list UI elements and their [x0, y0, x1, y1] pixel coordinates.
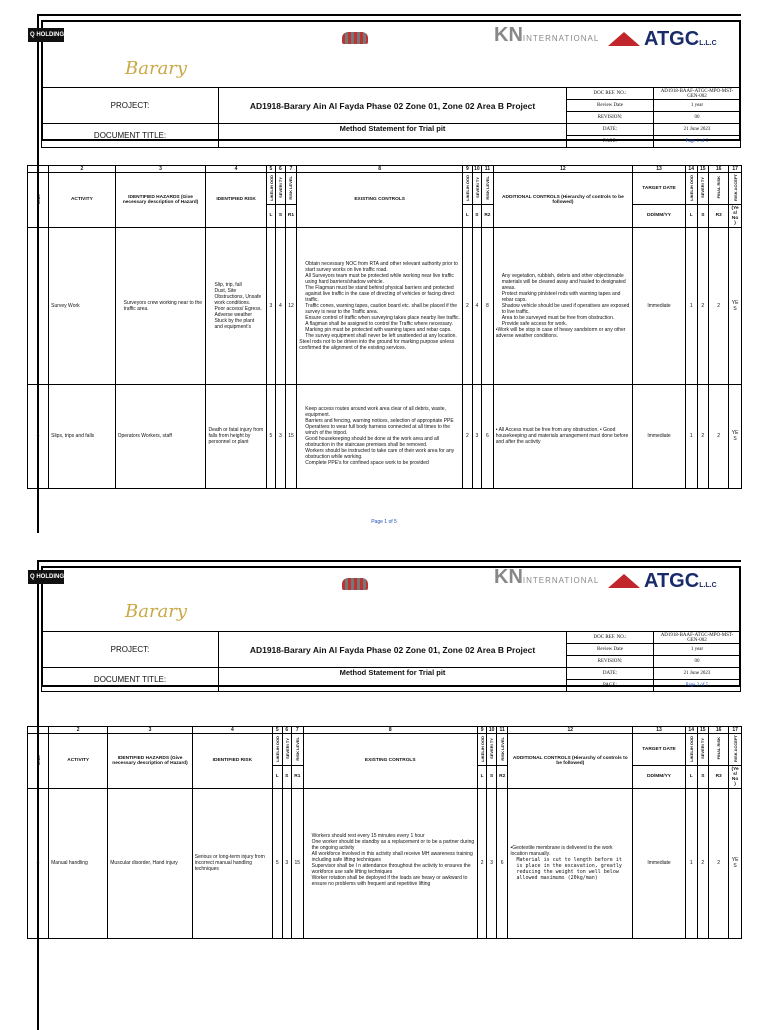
emblem-logo	[315, 578, 395, 597]
doc-title-value: Method Statement for Trial pit	[219, 124, 567, 148]
document-header-table: PROJECT: AD1918-Barary Ain Al Fayda Phase 02 Zone 01, Zone 02 Area B Project DOC REF. NO.: AD1918-BAAF-ATGC-MPO-MST-GEN-002 Review Date 1 year REVISION: 00 DOCUMENT TITLE: Method Statement for Trial pit DATE: 21 June 2023 PAGE: Page 2 of 5	[41, 631, 741, 692]
q-holding-logo: Q HOLDING	[28, 28, 64, 42]
barary-logo: Barary	[125, 601, 188, 622]
atgc-logo: ATGCL.L.C	[608, 570, 717, 593]
project-label: PROJECT:	[42, 88, 219, 124]
page-border-top	[37, 14, 741, 16]
risk-table-2: 1 2 3 4 5 6 7 8 9 10 11 12 13 14 15 16 17 S.No. ACTIVITY IDENTIFIED HAZARDS (Give necessary description of Hazard) IDENTIFIED RISK LIKELIH OOD SEVERI TY RISK LEVEL EXISTING CONTROLS LIKELIH OOD SEVERI TY RISK LEVEL ADDITIONAL CONTROLS (Hierarchy of controls to be followed) TARGET DATE LIKELIH OOD SEVERI TY FINAL RISK RISK ACCEPT L S R1 L S R2 DD/MM/YY L S R3 (Yes/ No) 8 Manual handling Muscular disorder, Hand injury Serious or long-term injury from incorrect manual handling techniques 5 3 15 • Workers should rest every 15 minutes every 1 hour • One worker should be standby as a replacement or to be a partner during the ongoing activity • All workforce involved in this activity shall receive MH awareness training including safe lifting techniques • Supervisor shall be I n attendance throughout the activity to ensures the workforce use safe lifting techniques • Worker rotation shall be deployed if the loads are heavy or awkward to ensure no problems with frequent and repetitive lifting • 2 3 6 •Geotextile membrane is delivered to the work location manually. • Material is cut to length before it is place in the excavation, greatly reducing the weight ton well below allowed maximums (20kg/man) Immediate 1 2 2 YES	[27, 726, 742, 939]
kn-international-logo: KNINTERNATIONAL	[494, 566, 600, 588]
project-value: AD1918-Barary Ain Al Fayda Phase 02 Zone 01, Zone 02 Area B Project	[219, 88, 567, 124]
table-row: 1 Survey Work • Surveyors crew working near to the traffic area. • Slip, trip, fall • Dust, Site Obstructions, Unsafe work conditions. • Poor access/ Egress. • Adverse weather • Stuck by the plant and equipment's 3 4 12 • Obtain necessary NOC from RTA and other relevant authority prior to start survey works on live traffic road. • All Surveyors team must be protected while working near live traffic using hard barriers/shadow vehicle. • The Flagman must be stand behind physical barriers and protected against live traffic in the case of directing of vehicles or facing direct traffic. • Traffic cones, warning tapes, caution board etc. shall be placed if the survey is near to the Traffic area. • Ensure control of traffic when surveying takes place nearby live traffic. • A flagman shall be assigned to control the Traffic where necessary. • Marking pin must be protected with warning tapes and rebar caps. • The survey equipment shall never be left unattended at any location. Steel rods not to be driven into the ground for marking purpose unless confirmed the alignment of the existing services. 2 4 8 • Any vegetation, rubbish, debris and other objectionable materials will be cleared away and hauled to designated areas. • Protect marking pin/steel rods with warning tapes and rebar caps. • Shadow vehicle should be used if operatives are exposed to live traffic. • Area to be surveyed must be free from obstruction. • Provide safe access for work. •Work will be stop in case of heavy sandstorm or any other adverse weather conditions. Immediate 1 2 2 YES	[28, 227, 742, 384]
kn-international-logo: KNINTERNATIONAL	[494, 24, 600, 46]
doc-title-value: Method Statement for Trial pit	[219, 668, 567, 692]
page-border-top	[37, 560, 741, 562]
page-number: Page 1 of 5	[654, 136, 741, 148]
page-2	[0, 556, 768, 1024]
page-footer: Page 1 of 5	[371, 519, 397, 525]
risk-table-1: 1 2 3 4 5 6 7 8 9 10 11 12 13 14 15 16 17 S.No. ACTIVITY IDENTIFIED HAZARDS (Give necessary description of Hazard) IDENTIFIED RISK LIKELIH OOD SEVERI TY RISK LEVEL EXISTING CONTROLS LIKELIH OOD SEVERI TY RISK LEVEL ADDITIONAL CONTROLS (Hierarchy of controls to be followed) TARGET DATE LIKELIH OOD SEVERI TY FINAL RISK RISK ACCEPT L S R1 L S R2 DD/MM/YY L S R3 (Yes/ No) 1 Survey Work • Surveyors crew working near to the traffic area. • Slip, trip, fall • Dust, Site Obstructions, Unsafe work conditions. • Poor access/ Egress. • Adverse weather • Stuck by the plant and equipment's 3 4 12 • Obtain necessary NOC from RTA and other relevant authority prior to start survey works on live traffic road. • All Surveyors team must be protected while working near live traffic using hard barriers/shadow vehicle. • The Flagman must be stand behind physical barriers and protected against live traffic in the case of directing of vehicles or facing direct traffic. • Traffic cones, warning tapes, caution board etc. shall be placed if the survey is near to the Traffic area. • Ensure control of traffic when surveying takes place nearby live traffic. • A flagman shall be assigned to control the Traffic where necessary. • Marking pin must be protected with warning tapes and rebar caps. • The survey equipment shall never be left unattended at any location. Steel rods not to be driven into the ground for marking purpose unless confirmed the alignment of the existing services. 2 4 8 • Any vegetation, rubbish, debris and other objectionable materials will be cleared away and hauled to designated areas. • Protect marking pin/steel rods with warning tapes and rebar caps. • Shadow vehicle should be used if operatives are exposed to live traffic. • Area to be surveyed must be free from obstruction. • Provide safe access for work. •Work will be stop in case of heavy sandstorm or any other adverse weather conditions. Immediate 1 2 2 YES 6 Slips, trips and falls Operators Workers, staff Death or fatal injury from falls from height by personnel or plant 5 3 15 • Keep access routes around work area clear of all debris, waste, equipment. • Barriers and fencing, warning notices, selection of appropriate PPE • Operatives to wear full body harness connected at all times to the winch of the tripod. • Good housekeeping should be done at the work area and all obstruction in the staircase premises shall be removed. • Workers should be instructed to take care of their work area for any obstruction while working. • Complete PPE's for confined space work to be provided 2 3 6 • All Access must be free from any obstruction. • Good housekeeping and materials arrangement must done before and after the activity Immediate 1 2 2 YES	[27, 165, 742, 489]
page-number: Page 2 of 5	[654, 680, 741, 692]
document-header-table: PROJECT: AD1918-Barary Ain Al Fayda Phase 02 Zone 01, Zone 02 Area B Project DOC REF. NO.: AD1918-BAAF-ATGC-MPO-MST-GEN-002 Review Date 1 year REVISION: 00 DOCUMENT TITLE: Method Statement for Trial pit DATE: 21 June 2023 PAGE: Page 1 of 5	[41, 87, 741, 148]
table-row: 8 Manual handling Muscular disorder, Hand injury Serious or long-term injury from incorrect manual handling techniques 5 3 15 • Workers should rest every 15 minutes every 1 hour • One worker should be standby as a replacement or to be a partner during the ongoing activity • All workforce involved in this activity shall receive MH awareness training including safe lifting techniques • Supervisor shall be I n attendance throughout the activity to ensures the workforce use safe lifting techniques • Worker rotation shall be deployed if the loads are heavy or awkward to ensure no problems with frequent and repetitive lifting • 2 3 6 •Geotextile membrane is delivered to the work location manually. • Material is cut to length before it is place in the excavation, greatly reducing the weight ton well below allowed maximums (20kg/man) Immediate 1 2 2 YES	[28, 788, 742, 938]
doc-title-label: DOCUMENT TITLE:	[42, 124, 219, 148]
q-holding-logo: Q HOLDING	[28, 570, 64, 584]
atgc-logo: ATGCL.L.C	[608, 28, 717, 51]
barary-logo: Barary	[125, 58, 188, 79]
table-row: 6 Slips, trips and falls Operators Workers, staff Death or fatal injury from falls from height by personnel or plant 5 3 15 • Keep access routes around work area clear of all debris, waste, equipment. • Barriers and fencing, warning notices, selection of appropriate PPE • Operatives to wear full body harness connected at all times to the winch of the tripod. • Good housekeeping should be done at the work area and all obstruction in the staircase premises shall be removed. • Workers should be instructed to take care of their work area for any obstruction while working. • Complete PPE's for confined space work to be provided 2 3 6 • All Access must be free from any obstruction. • Good housekeeping and materials arrangement must done before and after the activity Immediate 1 2 2 YES	[28, 384, 742, 488]
project-label: PROJECT:	[42, 632, 219, 668]
emblem-logo	[315, 32, 395, 51]
project-value: AD1918-Barary Ain Al Fayda Phase 02 Zone 01, Zone 02 Area B Project	[219, 632, 567, 668]
doc-title-label: DOCUMENT TITLE:	[42, 668, 219, 692]
